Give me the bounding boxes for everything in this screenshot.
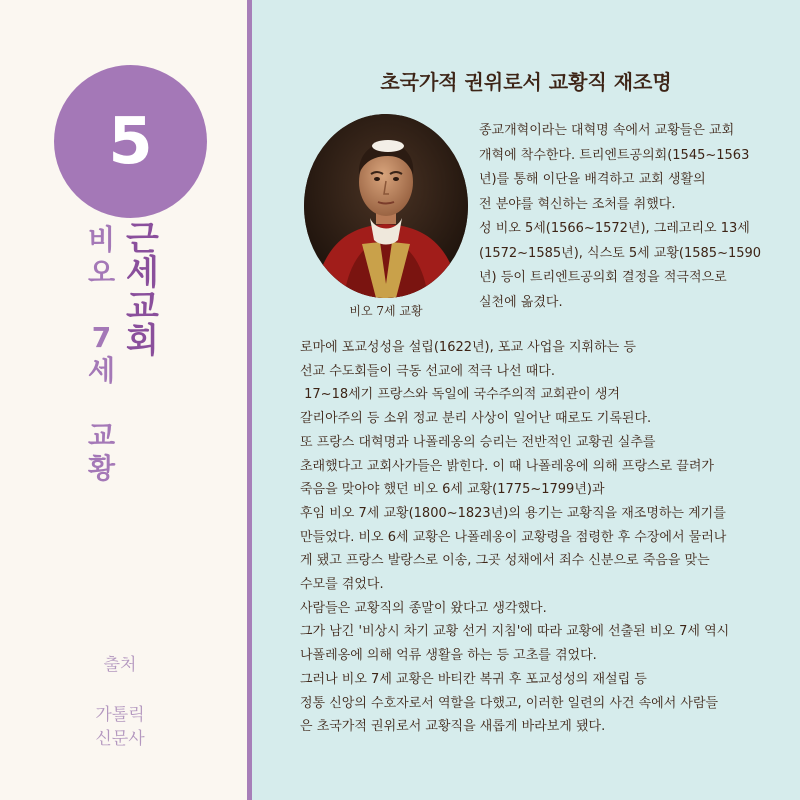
topic-char: 세 [126,253,159,293]
pope-char: 세 [88,354,116,387]
body-line: 만들었다. 비오 6세 교황은 나폴레옹이 교황령을 점령한 후 수장에서 물러나 [300,529,727,545]
body-line: 또 프랑스 대혁명과 나폴레옹의 승리는 전반적인 교황권 실추를 [300,434,656,450]
body-line: 선교 수도회들이 극동 선교에 적극 나선 때다. [300,363,555,379]
intro-line: 성 비오 5세(1566~1572년), 그레고리오 13세 [479,221,750,236]
intro-line: 종교개혁이라는 대혁명 속에서 교황들은 교회 [479,123,735,138]
source-label: 출처 [103,655,137,675]
body-line: 로마에 포교성성을 설립(1622년), 포교 사업을 지휘하는 등 [300,340,636,355]
portrait-caption: 비오 7세 교황 [349,304,423,318]
intro-line: 년) 등이 트리엔트공의회 결정을 적극적으로 [479,270,727,285]
pope-char: 황 [88,452,116,485]
body-line: 정통 신앙의 수호자로서 역할을 다했고, 이러한 일련의 사건 속에서 사람들 [300,695,719,711]
body-line: 그가 남긴 '비상시 차기 교황 선거 지침'에 따라 교황에 선출된 비오 7세 역시 [300,624,730,640]
intro-line: 개혁에 착수한다. 트리엔트공의회(1545~1563 [479,147,750,163]
source-name [60,703,180,751]
pope-vertical-title [88,223,116,488]
body-line: 갈리아주의 등 소위 정교 분리 사상이 일어난 때로도 기록된다. [300,411,652,427]
intro-line: 전 분야를 혁신하는 조처를 취했다. [479,196,676,212]
body-line: 은 초국가적 권위로서 교황직을 새롭게 바라보게 됐다. [300,719,606,735]
body-line: 나폴레옹에 의해 억류 생활을 하는 등 고초를 겪었다. [300,648,597,664]
intro-line: 실천에 옮겼다. [479,294,563,310]
body-line: 수모를 겪었다. [300,577,384,593]
intro-line: (1572~1585년), 식스토 5세 교황(1585~1590 [479,245,762,261]
topic-char: 근 [126,219,159,259]
pope-char: 교 [88,419,116,452]
body-line: 17~18세기 프랑스와 독일에 국수주의적 교회관이 생겨 [300,387,620,403]
topic-char: 교 [126,287,159,327]
intro-line: 년)를 통해 이단을 배격하고 교회 생활의 [479,172,706,187]
pope-char: 비 [88,223,116,256]
body-paragraph [300,336,780,739]
pope-portrait-image [304,114,468,298]
topic-vertical-title [126,219,159,361]
body-line: 게 됐고 프랑스 발랑스로 이송, 그곳 성채에서 죄수 신분으로 죽음을 맞는 [300,553,710,569]
intro-paragraph [479,119,774,315]
chapter-number: 5 [108,104,153,179]
article-heading: 초국가적 권위로서 교황직 재조명 [380,70,672,94]
body-line: 사람들은 교황직의 종말이 왔다고 생각했다. [300,600,547,616]
chapter-number-badge [54,65,207,218]
body-line: 후임 비오 7세 교황(1800~1823년)의 용기는 교황직을 재조명하는 계기를 [300,505,726,521]
pope-char: 오 [88,256,116,289]
pope-char: 7 [91,321,112,354]
source-name-line: 가톨릭 [95,705,145,725]
body-line: 죽음을 맞아야 했던 비오 6세 교황(1775~1799년)과 [300,482,605,498]
body-line: 초래했다고 교회사가들은 밝힌다. 이 때 나폴레옹에 의해 프랑스로 끌려가 [300,458,714,474]
source-name-line: 신문사 [95,729,145,749]
body-line: 그러나 비오 7세 교황은 바티칸 복귀 후 포교성성의 재설립 등 [300,671,647,687]
topic-char: 회 [126,321,159,361]
